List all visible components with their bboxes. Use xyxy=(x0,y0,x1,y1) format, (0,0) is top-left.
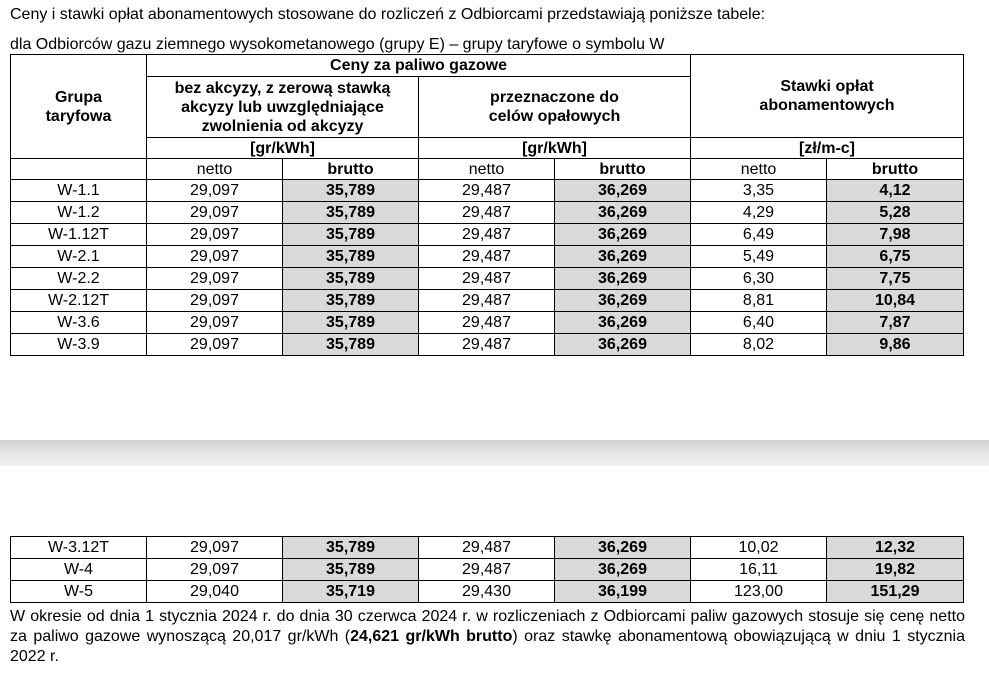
cell-netto-3: 123,00 xyxy=(691,581,827,603)
cell-netto-3: 3,35 xyxy=(691,180,827,202)
table-row xyxy=(11,581,964,603)
header-netto-1: netto xyxy=(147,159,283,180)
cell-group: W-5 xyxy=(11,581,147,603)
cell-brutto-3: 4,12 xyxy=(827,180,964,202)
cell-brutto-1: 35,789 xyxy=(283,312,419,334)
cell-netto-1: 29,097 xyxy=(147,559,283,581)
cell-brutto-1: 35,789 xyxy=(283,202,419,224)
cell-netto-3: 5,49 xyxy=(691,246,827,268)
cell-group: W-1.1 xyxy=(11,180,147,202)
cell-group: W-3.9 xyxy=(11,334,147,356)
cell-netto-2: 29,487 xyxy=(419,537,555,559)
cell-netto-2: 29,487 xyxy=(419,268,555,290)
cell-group: W-2.12T xyxy=(11,290,147,312)
cell-brutto-2: 36,269 xyxy=(555,334,691,356)
cell-netto-2: 29,487 xyxy=(419,202,555,224)
cell-brutto-3: 9,86 xyxy=(827,334,964,356)
cell-netto-1: 29,097 xyxy=(147,290,283,312)
cell-netto-2: 29,430 xyxy=(419,581,555,603)
table-row xyxy=(11,246,964,268)
header-excise: bez akcyzy, z zerową stawką akcyzy lub uwzględniające zwolnienia od akcyzy xyxy=(147,77,419,138)
cell-brutto-2: 36,269 xyxy=(555,559,691,581)
cell-brutto-2: 36,269 xyxy=(555,537,691,559)
header-brutto-3: brutto xyxy=(827,159,964,180)
cell-brutto-1: 35,789 xyxy=(283,180,419,202)
tariff-table xyxy=(10,54,964,356)
cell-brutto-1: 35,789 xyxy=(283,290,419,312)
cell-brutto-2: 36,269 xyxy=(555,202,691,224)
table-row xyxy=(11,180,964,202)
cell-netto-1: 29,040 xyxy=(147,581,283,603)
footer-brutto-price: 24,621 gr/kWh brutto xyxy=(350,628,513,645)
table-row xyxy=(11,559,964,581)
cell-netto-1: 29,097 xyxy=(147,180,283,202)
cell-netto-3: 6,40 xyxy=(691,312,827,334)
cell-brutto-2: 36,269 xyxy=(555,268,691,290)
header-group: Grupa taryfowa xyxy=(11,55,147,159)
cell-netto-2: 29,487 xyxy=(419,559,555,581)
cell-brutto-3: 151,29 xyxy=(827,581,964,603)
cell-netto-3: 6,30 xyxy=(691,268,827,290)
cell-netto-1: 29,097 xyxy=(147,246,283,268)
footer-text-a: W okresie od dnia 1 stycznia 2024 r. do dnia 30 czerwca 2024 r. w rozliczeniach z Odbiorcami paliw gazowych stosuje się cenę netto za paliwo gazowe wynoszącą 20,017 gr/kWh ( xyxy=(10,608,965,645)
cell-netto-1: 29,097 xyxy=(147,537,283,559)
intro-text-line-1: Ceny i stawki opłat abonamentowych stosowane do rozliczeń z Odbiorcami przedstawiają poniższe tabele: xyxy=(10,6,766,23)
cell-brutto-1: 35,789 xyxy=(283,559,419,581)
cell-brutto-2: 36,269 xyxy=(555,290,691,312)
cell-netto-3: 8,81 xyxy=(691,290,827,312)
cell-netto-3: 16,11 xyxy=(691,559,827,581)
table-row xyxy=(11,312,964,334)
table-row xyxy=(11,537,964,559)
header-heating: przeznaczone do celów opałowych xyxy=(419,77,691,138)
header-unit-price-2: [gr/kWh] xyxy=(419,138,691,159)
table-row xyxy=(11,268,964,290)
cell-netto-3: 8,02 xyxy=(691,334,827,356)
cell-brutto-3: 10,84 xyxy=(827,290,964,312)
cell-netto-3: 6,49 xyxy=(691,224,827,246)
table-row xyxy=(11,224,964,246)
intro-text-line-2: dla Odbiorców gazu ziemnego wysokometanowego (grupy E) – grupy taryfowe o symbolu W xyxy=(10,36,665,53)
footer-note xyxy=(10,607,965,667)
cell-netto-2: 29,487 xyxy=(419,224,555,246)
cell-netto-3: 10,02 xyxy=(691,537,827,559)
cell-brutto-1: 35,789 xyxy=(283,224,419,246)
table-row xyxy=(11,202,964,224)
cell-group: W-2.1 xyxy=(11,246,147,268)
cell-brutto-1: 35,719 xyxy=(283,581,419,603)
cell-netto-1: 29,097 xyxy=(147,202,283,224)
cell-netto-1: 29,097 xyxy=(147,224,283,246)
tariff-table-continued xyxy=(10,536,964,603)
cell-netto-1: 29,097 xyxy=(147,334,283,356)
cell-brutto-3: 7,87 xyxy=(827,312,964,334)
cell-netto-2: 29,487 xyxy=(419,334,555,356)
table-row xyxy=(11,334,964,356)
cell-netto-2: 29,487 xyxy=(419,180,555,202)
cell-brutto-3: 7,75 xyxy=(827,268,964,290)
cell-brutto-3: 12,32 xyxy=(827,537,964,559)
cell-netto-1: 29,097 xyxy=(147,268,283,290)
cell-brutto-3: 5,28 xyxy=(827,202,964,224)
cell-brutto-2: 36,269 xyxy=(555,224,691,246)
cell-brutto-1: 35,789 xyxy=(283,268,419,290)
cell-brutto-2: 36,269 xyxy=(555,312,691,334)
cell-brutto-3: 19,82 xyxy=(827,559,964,581)
header-netto-3: netto xyxy=(691,159,827,180)
header-brutto-2: brutto xyxy=(555,159,691,180)
cell-group: W-1.12T xyxy=(11,224,147,246)
cell-netto-2: 29,487 xyxy=(419,290,555,312)
header-unit-sub: [zł/m-c] xyxy=(691,138,964,159)
cell-brutto-1: 35,789 xyxy=(283,334,419,356)
cell-group: W-3.6 xyxy=(11,312,147,334)
cell-netto-2: 29,487 xyxy=(419,312,555,334)
cell-netto-2: 29,487 xyxy=(419,246,555,268)
cell-group: W-3.12T xyxy=(11,537,147,559)
header-unit-price-1: [gr/kWh] xyxy=(147,138,419,159)
header-prices: Ceny za paliwo gazowe xyxy=(147,55,691,77)
header-brutto-1: brutto xyxy=(283,159,419,180)
cell-brutto-3: 7,98 xyxy=(827,224,964,246)
cell-group: W-1.2 xyxy=(11,202,147,224)
cell-netto-3: 4,29 xyxy=(691,202,827,224)
cell-brutto-1: 35,789 xyxy=(283,246,419,268)
footer-text-b: ) oraz stawkę abonamentową obowiązującą w dniu 1 stycznia 2022 r. xyxy=(10,628,965,665)
page-break-gap xyxy=(0,440,989,466)
header-subscription: Stawki opłat abonamentowych xyxy=(691,55,964,138)
table-row xyxy=(11,290,964,312)
cell-group: W-4 xyxy=(11,559,147,581)
header-netto-2: netto xyxy=(419,159,555,180)
cell-group: W-2.2 xyxy=(11,268,147,290)
cell-brutto-2: 36,269 xyxy=(555,180,691,202)
cell-brutto-3: 6,75 xyxy=(827,246,964,268)
header-empty xyxy=(11,159,147,180)
cell-brutto-2: 36,269 xyxy=(555,246,691,268)
cell-brutto-1: 35,789 xyxy=(283,537,419,559)
cell-netto-1: 29,097 xyxy=(147,312,283,334)
cell-brutto-2: 36,199 xyxy=(555,581,691,603)
